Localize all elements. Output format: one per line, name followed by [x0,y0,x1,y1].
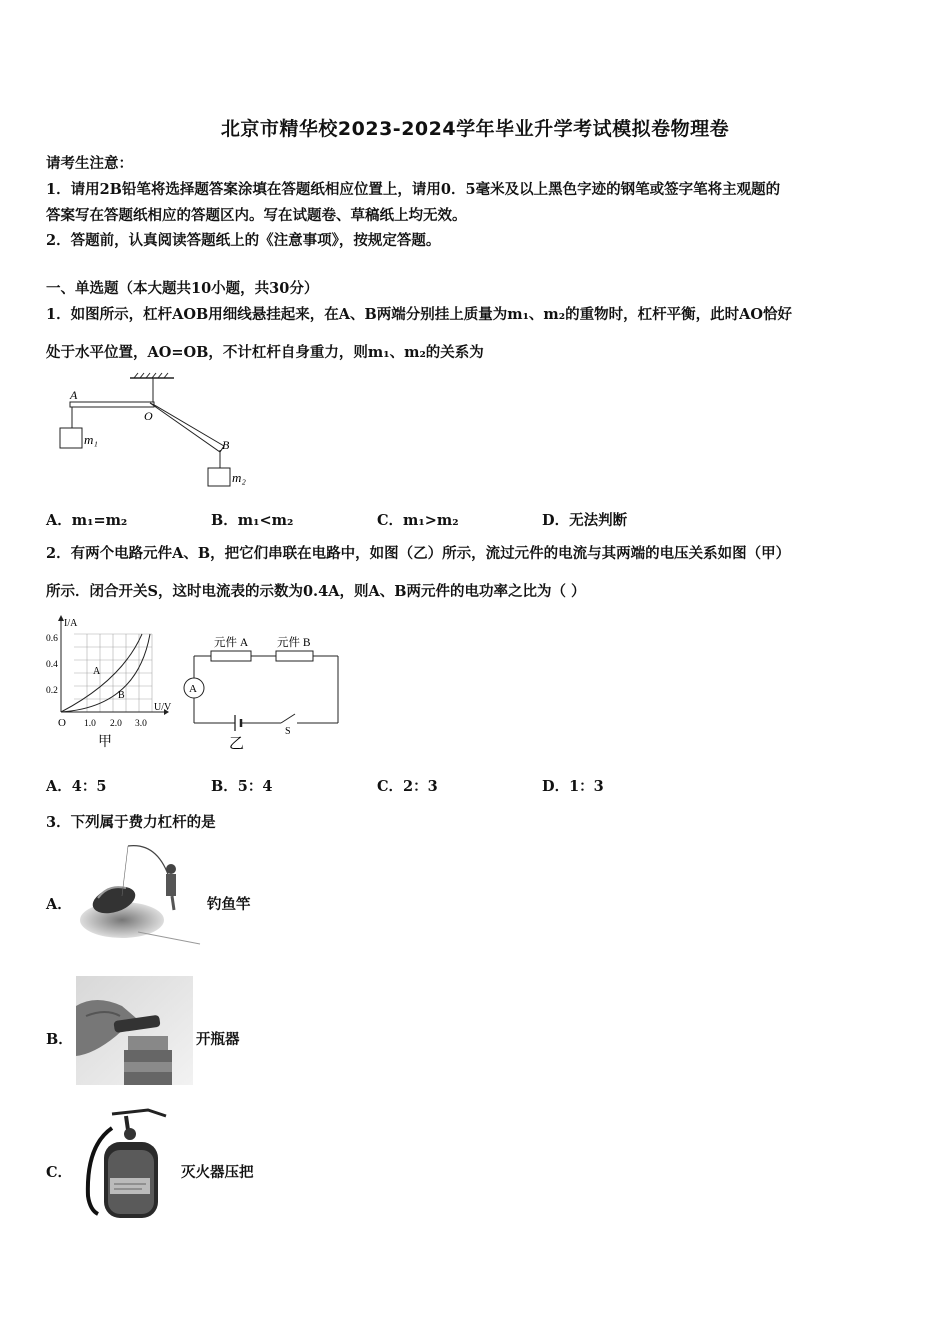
q3-option-a-letter[interactable]: A． [46,896,72,913]
graph-ytick-02: 0.2 [46,686,58,696]
graph-curve-a: A [93,666,101,677]
graph-caption: 甲 [98,735,112,750]
graph-origin: O [58,717,66,729]
graph-xtick-2: 2.0 [110,719,122,729]
lever-label-m2: m₂ [232,470,246,485]
q3-option-b-text[interactable]: 开瓶器 [196,1031,240,1048]
graph-ytick-04: 0.4 [46,660,58,670]
q3-option-c-text[interactable]: 灭火器压把 [181,1164,254,1181]
q2-stem: 2．有两个电路元件A、B，把它们串联在电路中，如图（乙）所示，流过元件的电流与其两端的电压关系如图（甲） [46,545,791,562]
bottle-opener-image [76,976,193,1085]
q2-option-b[interactable]: B．5：4 [211,778,273,795]
graph-curve-b: B [118,690,125,701]
ammeter-icon: A [189,683,197,695]
notice-heading: 请考生注意： [46,155,133,172]
lever-label-b: B [222,438,230,452]
graph-ylabel: I/A [64,618,78,629]
q2-option-a[interactable]: A．4：5 [46,778,107,795]
lever-label-o: O [144,409,153,423]
q1-option-a[interactable]: A．m₁=m₂ [46,512,128,529]
q2-stem-cont: 所示．闭合开关S，这时电流表的示数为0.4A，则A、B两元件的电功率之比为（ ） [46,583,586,600]
q1-stem-cont: 处于水平位置，AO=OB，不计杠杆自身重力，则m₁、m₂的关系为 [46,344,484,361]
graph-xtick-1: 1.0 [84,719,96,729]
iu-graph [42,612,172,752]
lever-label-m1: m₁ [84,432,98,447]
q1-option-b[interactable]: B．m₁<m₂ [211,512,294,529]
section-heading: 一、单选题（本大题共10小题，共30分） [46,280,319,297]
q1-option-d[interactable]: D．无法判断 [542,512,628,529]
switch-label: S [285,726,291,737]
lever-figure [52,372,262,494]
q1-option-c[interactable]: C．m₁>m₂ [377,512,459,529]
q1-stem: 1．如图所示，杠杆AOB用细线悬挂起来，在A、B两端分别挂上质量为m₁、m₂的重物时，杠杆平衡，此时AO恰好 [46,306,792,323]
notice-item-1: 1．请用2B铅笔将选择题答案涂填在答题纸相应位置上，请用0．5毫米及以上黑色字迹的钢笔或签字笔将主观题的 [46,181,781,198]
notice-item-1-cont: 答案写在答题纸相应的答题区内。写在试题卷、草稿纸上均无效。 [46,207,467,224]
q3-option-a-text[interactable]: 钓鱼竿 [207,896,251,913]
graph-ytick-06: 0.6 [46,634,58,644]
circuit-element-b: 元件 B [277,637,311,649]
fire-extinguisher-image [78,1106,174,1218]
q3-option-c-letter[interactable]: C． [46,1164,73,1181]
fishing-rod-image [78,840,206,946]
circuit-diagram [178,628,343,752]
q3-stem: 3．下列属于费力杠杆的是 [46,814,216,831]
q2-option-c[interactable]: C．2：3 [377,778,438,795]
graph-xtick-3: 3.0 [135,719,147,729]
q3-option-b-letter[interactable]: B． [46,1031,73,1048]
notice-item-2: 2．答题前，认真阅读答题纸上的《注意事项》，按规定答题。 [46,232,441,249]
lever-label-a: A [70,388,78,402]
page-title: 北京市精华校2023-2024学年毕业升学考试模拟卷物理卷 [220,118,730,140]
circuit-element-a: 元件 A [214,637,249,649]
graph-xlabel: U/V [154,702,172,713]
circuit-caption: 乙 [229,736,245,752]
q2-option-d[interactable]: D．1：3 [542,778,604,795]
